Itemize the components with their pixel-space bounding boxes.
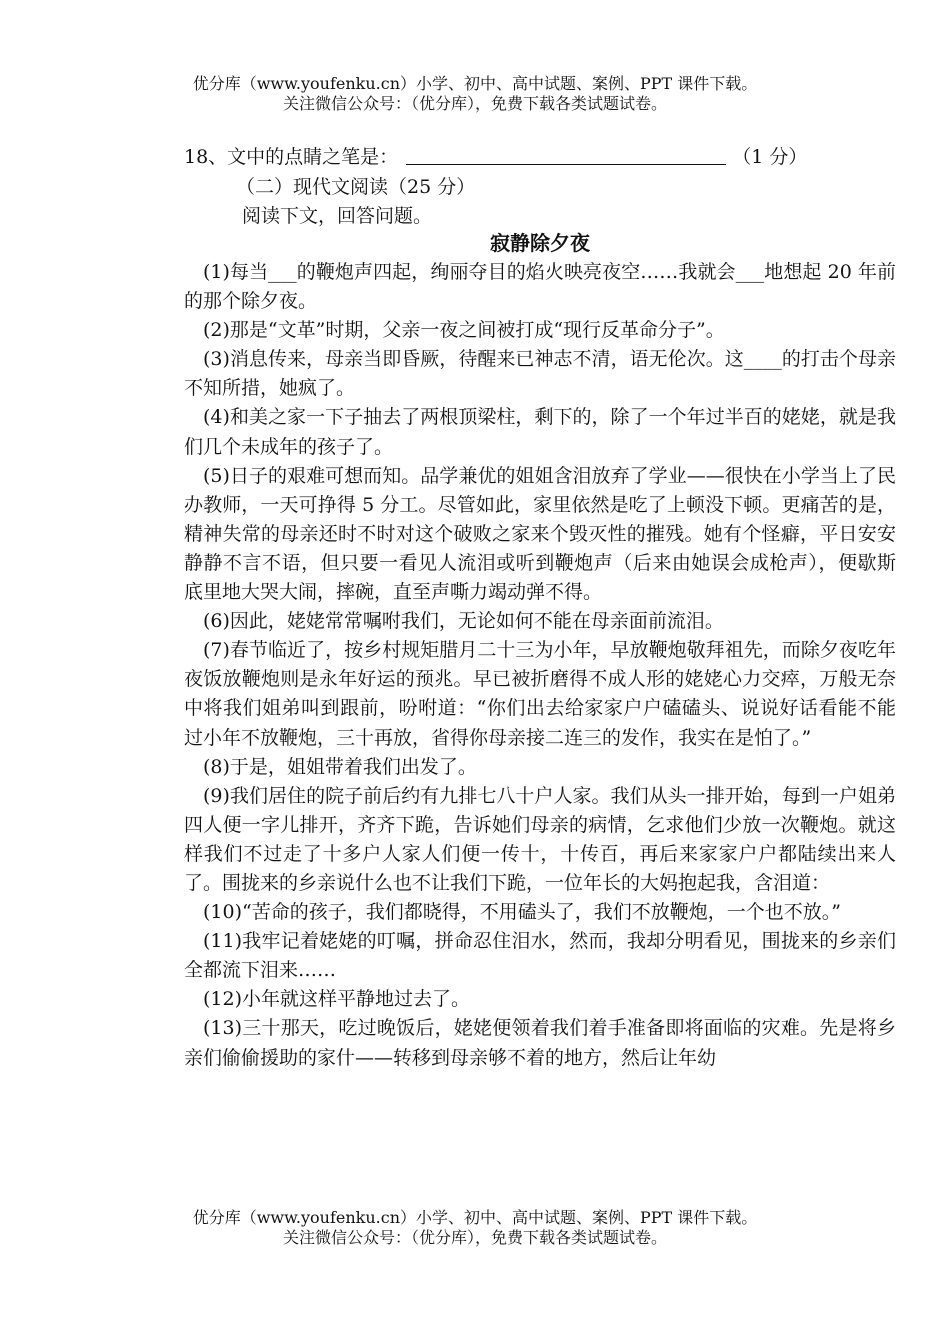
paragraph-6: (6)因此，姥姥常常嘱咐我们，无论如何不能在母亲面前流泪。 [203,610,724,633]
page-footer [0,1208,950,1248]
paragraph-5: (5)日子的艰难可想而知。品学兼优的姐姐含泪放弃了学业——很快在小学当上了民办教师，一天可挣得 5 分工。尽管如此，家里依然是吃了上顿没下顿。更痛苦的是，精神失常的母亲还时不时对这个破败之家来个毁灭性的摧残。她有个怪癖，平日安安静静不言不语，但只要一看见人流泪或听到鞭炮声（后来由她误会成枪声），便歇斯底里地大哭大闹，摔碗，直至声嘶力竭动弹不得。 [184,464,896,604]
paragraph-7: (7)春节临近了，按乡村规矩腊月二十三为小年，早放鞭炮敬拜祖先，而除夕夜吃年夜饭放鞭炮则是永年好运的预兆。早已被折磨得不成人形的姥姥心力交瘁，万般无奈中将我们姐弟叫到跟前，吩咐道：“你们出去给家家户户磕磕头、说说好话看能不能过小年不放鞭炮，三十再放，省得你母亲接二连三的发作，我实在是怕了。” [184,639,896,749]
paragraph-2: (2)那是“文革”时期，父亲一夜之间被打成“现行反革命分子”。 [203,319,725,342]
paragraph-9: (9)我们居住的院子前后约有九排七八十户人家。我们从头一排开始，每到一户姐弟四人便一字儿排开，齐齐下跪，告诉她们母亲的病情，乞求他们少放一次鞭炮。就这样我们不过走了十多户人家人们便一传十，十传百，再后来家家户户都陆续出来人了。围拢来的乡亲说什么也不让我们下跪，一位年长的大妈抱起我，含泪道： [184,784,896,894]
header-line-1: 优分库（www.youfenku.cn）小学、初中、高中试题、案例、PPT 课件下载。 [192,74,758,93]
paragraph-11: (11)我牢记着姥姥的叮嘱，拼命忍住泪水，然而，我却分明看见，围拢来的乡亲们全都流下泪来…… [184,930,896,982]
section-heading: （二）现代文阅读（25 分） [236,176,476,198]
page-header [0,74,950,114]
reading-instruction: 阅读下文，回答问题。 [242,205,433,227]
question-18 [184,142,884,172]
answer-blank [406,146,726,165]
paragraph-1: (1)每当___的鞭炮声四起，绚丽夺目的焰火映亮夜空……我就会___地想起 20 年前的那个除夕夜。 [184,261,896,313]
footer-line-2: 关注微信公众号：（优分库），免费下载各类试题试卷。 [282,1228,667,1247]
footer-line-1: 优分库（www.youfenku.cn）小学、初中、高中试题、案例、PPT 课件下载。 [192,1208,758,1227]
article-title: 寂静除夕夜 [490,231,590,255]
paragraph-10: (10)“苦命的孩子，我们都晓得，不用磕头了，我们不放鞭炮，一个也不放。” [203,901,841,924]
header-line-2: 关注微信公众号：（优分库），免费下载各类试题试卷。 [282,94,667,113]
question-18-points: （1 分） [732,146,808,168]
paragraph-8: (8)于是，姐姐带着我们出发了。 [203,755,477,778]
paragraph-12: (12)小年就这样平静地过去了。 [203,988,471,1011]
question-18-prefix: 18、文中的点睛之笔是： [184,146,399,168]
paragraph-4: (4)和美之家一下子抽去了两根顶梁柱，剩下的，除了一个年过半百的姥姥，就是我们几个未成年的孩子了。 [184,406,896,458]
paragraph-3: (3)消息传来，母亲当即昏厥，待醒来已神志不清，语无伦次。这____的打击个母亲不知所措，她疯了。 [184,348,896,400]
article-body [184,258,896,1073]
paragraph-13: (13)三十那天，吃过晚饭后，姥姥便领着我们着手准备即将面临的灾难。先是将乡亲们偷偷援助的家什——转移到母亲够不着的地方，然后让年幼 [184,1017,896,1069]
